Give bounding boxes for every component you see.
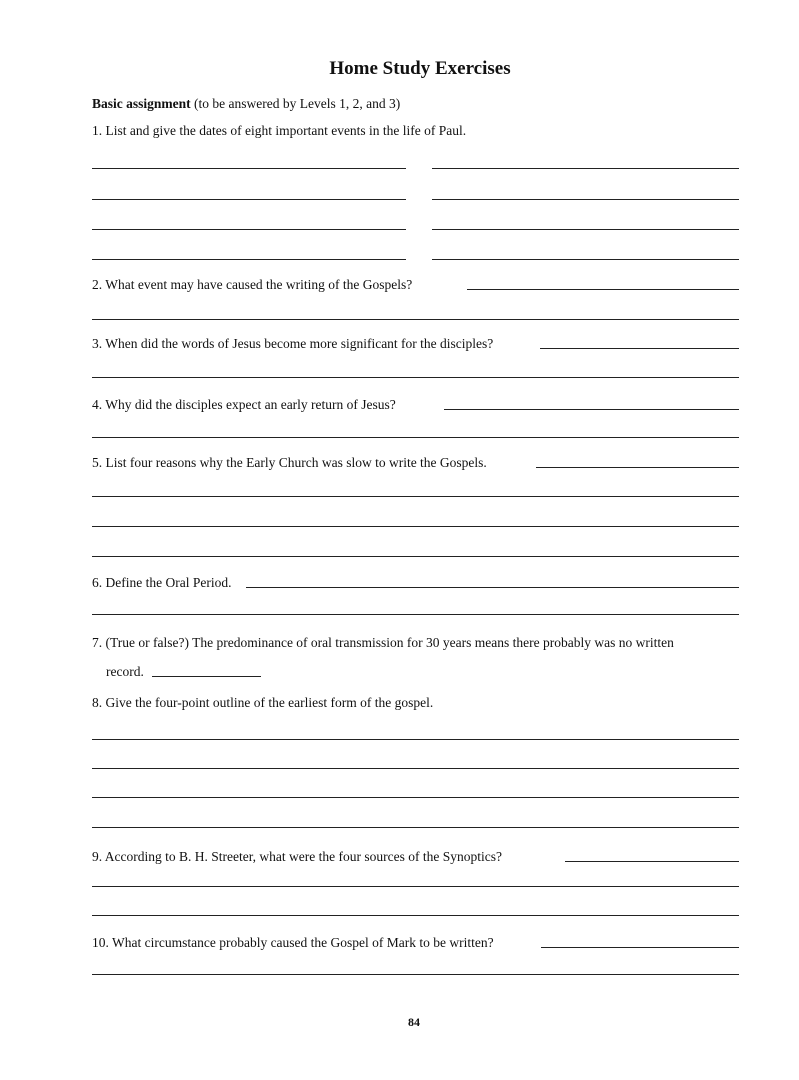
answer-line[interactable] <box>444 409 739 410</box>
answer-line[interactable] <box>152 676 261 677</box>
answer-line[interactable] <box>92 199 406 200</box>
question-1: 1. List and give the dates of eight important events in the life of Paul. <box>92 123 467 138</box>
question-6: 6. Define the Oral Period. <box>92 575 232 590</box>
answer-line[interactable] <box>92 614 739 615</box>
answer-line[interactable] <box>92 768 739 769</box>
question-2: 2. What event may have caused the writing of the Gospels? <box>92 277 413 292</box>
answer-line[interactable] <box>92 259 406 260</box>
question-8: 8. Give the four-point outline of the earliest form of the gospel. <box>92 695 434 710</box>
answer-line[interactable] <box>92 739 739 740</box>
question-9: 9. According to B. H. Streeter, what were the four sources of the Synoptics? <box>92 849 502 864</box>
question-7-continued: record. <box>106 664 144 679</box>
answer-line[interactable] <box>92 437 739 438</box>
answer-line[interactable] <box>92 886 739 887</box>
answer-line[interactable] <box>246 587 739 588</box>
answer-line[interactable] <box>432 199 739 200</box>
answer-line[interactable] <box>92 168 406 169</box>
question-4: 4. Why did the disciples expect an early return of Jesus? <box>92 397 396 412</box>
question-10: 10. What circumstance probably caused the Gospel of Mark to be written? <box>92 935 494 950</box>
answer-line[interactable] <box>432 229 739 230</box>
answer-line[interactable] <box>92 377 739 378</box>
answer-line[interactable] <box>565 861 739 862</box>
answer-line[interactable] <box>536 467 739 468</box>
intro-bold: Basic assignment <box>92 96 191 111</box>
answer-line[interactable] <box>92 827 739 828</box>
answer-line[interactable] <box>541 947 739 948</box>
answer-line[interactable] <box>92 556 739 557</box>
answer-line[interactable] <box>92 797 739 798</box>
intro <box>92 96 400 112</box>
answer-line[interactable] <box>467 289 739 290</box>
answer-line[interactable] <box>432 259 739 260</box>
answer-line[interactable] <box>92 229 406 230</box>
page-title: Home Study Exercises <box>329 58 511 79</box>
answer-line[interactable] <box>92 526 739 527</box>
intro-rest: (to be answered by Levels 1, 2, and 3) <box>190 96 401 111</box>
answer-line[interactable] <box>540 348 739 349</box>
question-3: 3. When did the words of Jesus become more significant for the disciples? <box>92 336 494 351</box>
answer-line[interactable] <box>92 496 739 497</box>
page-number: 84 <box>408 1015 420 1029</box>
question-7: 7. (True or false?) The predominance of oral transmission for 30 years means there probably was no written <box>92 635 674 650</box>
answer-line[interactable] <box>92 974 739 975</box>
answer-line[interactable] <box>92 915 739 916</box>
answer-line[interactable] <box>92 319 739 320</box>
answer-line[interactable] <box>432 168 739 169</box>
question-5: 5. List four reasons why the Early Church was slow to write the Gospels. <box>92 455 487 470</box>
